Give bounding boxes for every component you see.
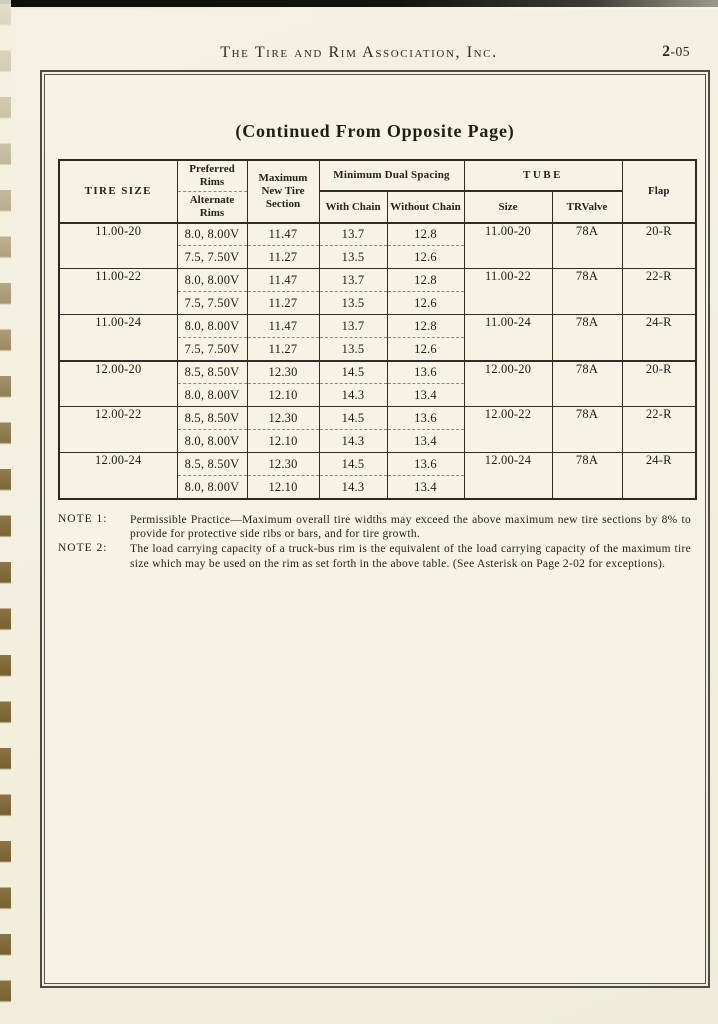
col-header-tube-size: Size: [464, 191, 552, 222]
cell-max-section: 11.27: [247, 292, 319, 315]
cell-preferred-rim: 8.5, 8.50V: [177, 453, 247, 476]
cell-tube-size: 11.00-20: [464, 223, 552, 269]
cell-alternate-rim: 7.5, 7.50V: [177, 338, 247, 361]
cell-with-chain: 14.5: [319, 453, 387, 476]
cell-tire-size: 12.00-20: [59, 361, 177, 407]
col-header-max-new-tire-section: Maximum New Tire Section: [247, 160, 319, 223]
cell-tire-size: 11.00-20: [59, 223, 177, 269]
col-header-tire-size: TIRE SIZE: [59, 160, 177, 223]
cell-max-section: 12.30: [247, 361, 319, 384]
cell-tube-size: 12.00-22: [464, 407, 552, 453]
spiral-binding: [0, 0, 11, 1024]
cell-tire-size: 11.00-22: [59, 269, 177, 315]
note-1: [58, 513, 691, 542]
cell-without-chain: 13.6: [387, 453, 464, 476]
page-border-box-inner: [44, 74, 706, 984]
cell-tube-size: 11.00-24: [464, 315, 552, 361]
col-header-alternate-rims: Alternate Rims: [177, 191, 247, 222]
col-header-with-chain: With Chain: [319, 191, 387, 222]
cell-max-section: 12.30: [247, 407, 319, 430]
org-title: The Tire and Rim Association, Inc.: [220, 44, 498, 61]
cell-without-chain: 12.8: [387, 315, 464, 338]
cell-tube-valve: 78A: [552, 223, 622, 269]
cell-with-chain: 14.3: [319, 430, 387, 453]
cell-flap: 24-R: [622, 315, 696, 361]
cell-tire-size: 12.00-22: [59, 407, 177, 453]
cell-tire-size: 11.00-24: [59, 315, 177, 361]
col-header-flap: Flap: [622, 160, 696, 223]
cell-max-section: 11.47: [247, 315, 319, 338]
cell-tube-valve: 78A: [552, 407, 622, 453]
col-header-minimum-dual-spacing: Minimum Dual Spacing: [319, 160, 464, 191]
cell-alternate-rim: 7.5, 7.50V: [177, 246, 247, 269]
tire-rim-table: [58, 159, 697, 500]
cell-without-chain: 12.6: [387, 338, 464, 361]
cell-flap: 22-R: [622, 407, 696, 453]
table-header: [59, 160, 696, 223]
page-number-section: 2: [662, 43, 671, 60]
cell-alternate-rim: 8.0, 8.00V: [177, 476, 247, 499]
table-row-group-11.00-20: [59, 223, 696, 246]
col-header-without-chain: Without Chain: [387, 191, 464, 222]
cell-flap: 20-R: [622, 361, 696, 407]
cell-tube-valve: 78A: [552, 453, 622, 499]
cell-without-chain: 12.8: [387, 269, 464, 292]
notes-section: [58, 513, 691, 571]
cell-tube-valve: 78A: [552, 361, 622, 407]
cell-max-section: 12.10: [247, 384, 319, 407]
table-row-group-11.00-24: [59, 315, 696, 338]
cell-max-section: 12.10: [247, 430, 319, 453]
table-row-group-12.00-20: [59, 361, 696, 384]
cell-tube-size: 12.00-20: [464, 361, 552, 407]
cell-preferred-rim: 8.5, 8.50V: [177, 361, 247, 384]
cell-preferred-rim: 8.0, 8.00V: [177, 315, 247, 338]
cell-without-chain: 13.6: [387, 361, 464, 384]
note-2-label: NOTE 2:: [58, 542, 108, 555]
note-1-label: NOTE 1:: [58, 512, 108, 525]
cell-without-chain: 13.4: [387, 384, 464, 407]
cell-without-chain: 12.8: [387, 223, 464, 246]
cell-preferred-rim: 8.5, 8.50V: [177, 407, 247, 430]
cell-with-chain: 14.3: [319, 476, 387, 499]
page-number: [662, 43, 690, 61]
cell-with-chain: 13.5: [319, 292, 387, 315]
cell-alternate-rim: 8.0, 8.00V: [177, 430, 247, 453]
cell-tube-size: 11.00-22: [464, 269, 552, 315]
col-header-tube: TUBE: [464, 160, 622, 191]
running-header: [0, 44, 718, 62]
cell-tube-valve: 78A: [552, 269, 622, 315]
cell-without-chain: 12.6: [387, 292, 464, 315]
cell-with-chain: 13.7: [319, 315, 387, 338]
cell-alternate-rim: 8.0, 8.00V: [177, 384, 247, 407]
table-row-group-12.00-24: [59, 453, 696, 476]
cell-without-chain: 13.6: [387, 407, 464, 430]
cell-with-chain: 13.5: [319, 338, 387, 361]
scan-edge-artifact: [0, 0, 718, 7]
page-border-box: [40, 70, 710, 988]
cell-max-section: 11.47: [247, 269, 319, 292]
page-number-rest: -05: [670, 44, 690, 59]
cell-max-section: 12.30: [247, 453, 319, 476]
cell-flap: 24-R: [622, 453, 696, 499]
cell-tube-size: 12.00-24: [464, 453, 552, 499]
cell-with-chain: 14.3: [319, 384, 387, 407]
note-2: [58, 542, 691, 571]
cell-preferred-rim: 8.0, 8.00V: [177, 269, 247, 292]
note-2-text: The load carrying capacity of a truck-bus rim is the equivalent of the load carrying capacity of the maximum tire size which may be used on the rim as set forth in the above table. (See Asterisk on Page 2-02 for exceptions).: [130, 543, 691, 570]
cell-with-chain: 13.7: [319, 223, 387, 246]
note-1-text: Permissible Practice—Maximum overall tire widths may exceed the above maximum new tire sections by 8% to provide for protective side ribs or bars, and for tire growth.: [130, 513, 691, 541]
cell-with-chain: 13.7: [319, 269, 387, 292]
cell-max-section: 11.47: [247, 223, 319, 246]
tire-table-body: [59, 223, 696, 499]
cell-with-chain: 13.5: [319, 246, 387, 269]
cell-with-chain: 14.5: [319, 407, 387, 430]
continued-title: (Continued From Opposite Page): [235, 121, 515, 141]
cell-max-section: 12.10: [247, 476, 319, 499]
cell-max-section: 11.27: [247, 246, 319, 269]
cell-without-chain: 13.4: [387, 476, 464, 499]
cell-flap: 20-R: [622, 223, 696, 269]
cell-without-chain: 13.4: [387, 430, 464, 453]
col-header-tube-valve: TRValve: [552, 191, 622, 222]
cell-tube-valve: 78A: [552, 315, 622, 361]
cell-flap: 22-R: [622, 269, 696, 315]
cell-max-section: 11.27: [247, 338, 319, 361]
cell-tire-size: 12.00-24: [59, 453, 177, 499]
table-row-group-11.00-22: [59, 269, 696, 292]
cell-with-chain: 14.5: [319, 361, 387, 384]
cell-preferred-rim: 8.0, 8.00V: [177, 223, 247, 246]
cell-without-chain: 12.6: [387, 246, 464, 269]
col-header-preferred-rims: Preferred Rims: [177, 160, 247, 191]
cell-alternate-rim: 7.5, 7.50V: [177, 292, 247, 315]
table-row-group-12.00-22: [59, 407, 696, 430]
